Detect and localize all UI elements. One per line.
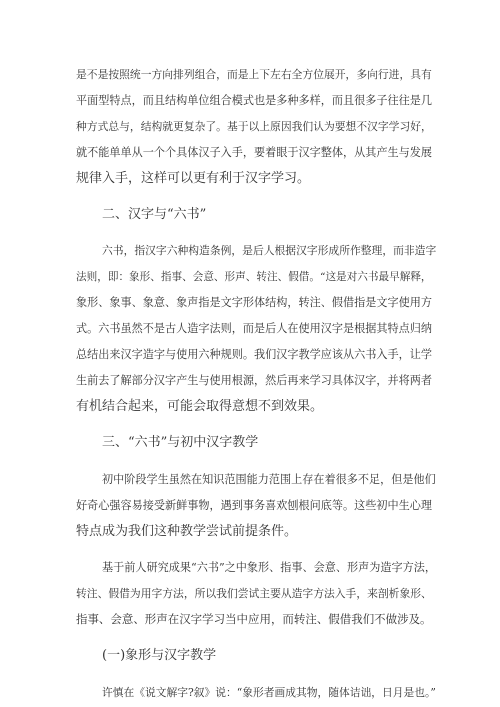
section-heading: 三、“六书”与初中汉字教学 [102,435,259,451]
text-line: 平面型特点，而且结构单位组合模式也是多种多样，而且很多子往往是几 [76,93,433,107]
paragraph-spacing [76,192,432,203]
text-line: 许慎在《说文解字?叙》说：“象形者画成其物，随体诘诎，日月是也。” [102,685,436,699]
text-line: 是不是按照统一方向排列组合，而是上下左右全方位展开，多向行进，具有 [76,68,432,81]
text-line: 特点成为我们这种教学尝试前提条件。 [76,523,298,539]
paragraph-spacing [76,228,432,239]
section-heading: 二、汉字与“六书” [102,207,207,223]
text-line: 好奇心强容易接受新鲜事物，遇到事务喜欢刨根问底等。这些初中生心理 [76,498,433,512]
text-line: 生前去了解部分汉字产生与使用根源，然后再来学习具体汉字，并将两者 [76,373,433,387]
text-line: 种方式总与，结构就更复杂了。基于以上原因我们认为要想不汉字学习好， [76,119,432,133]
text-line: 规律入手，这样可以更有利于汉字学习。 [76,170,311,186]
text-line: 六书，指汉字六种构造条例，是后人根据汉字形成所作整理，而非造字 [102,244,437,258]
text-line: 指事、会意、形声在汉字学习当中应用，而转注、假借我们不做涉及。 [76,611,432,626]
section-heading: (一)象形与汉字教学 [102,648,217,664]
document-body [76,62,437,705]
paragraph-spacing [76,669,432,680]
text-line: 初中阶段学生虽然在知识范围能力范围上存在着很多不足，但是他们 [102,472,436,486]
text-line: 象形、象事、象意、象声指是文字形体结构，转注、假借指是文字使用方 [76,296,433,310]
text-line: 基于前人研究成果“六书”之中象形、指事、会意、形声为造字方法， [102,560,437,574]
paragraph [76,62,432,192]
paragraph [76,555,437,633]
text-line: 式。六书虽然不是古人造字法则，而是后人在使用汉字是根据其特点归纳 [76,322,433,336]
paragraph [76,680,436,706]
paragraph [76,238,437,419]
paragraph-spacing [76,544,432,555]
text-line: 总结出来汉字造字与使用六种规则。我们汉字教学应该从六书入手，让学 [76,348,433,362]
text-line: 有机结合起来，可能会取得意想不到效果。 [76,398,324,414]
text-line: 转注、假借为用字方法，所以我们尝试主要从造字方法入手，来剖析象形、 [76,586,432,600]
text-line: 法则，即：象形、指事、会意、形声、转注、假借。“这是对六书最早解释， [76,270,432,284]
paragraph-spacing [76,633,432,644]
paragraph-spacing [76,420,432,431]
paragraph-spacing [76,456,432,467]
text-line: 就不能单单从一个个具体汉子入手，要着眼于汉字整体，从其产生与发展 [76,145,433,159]
paragraph [76,467,436,545]
